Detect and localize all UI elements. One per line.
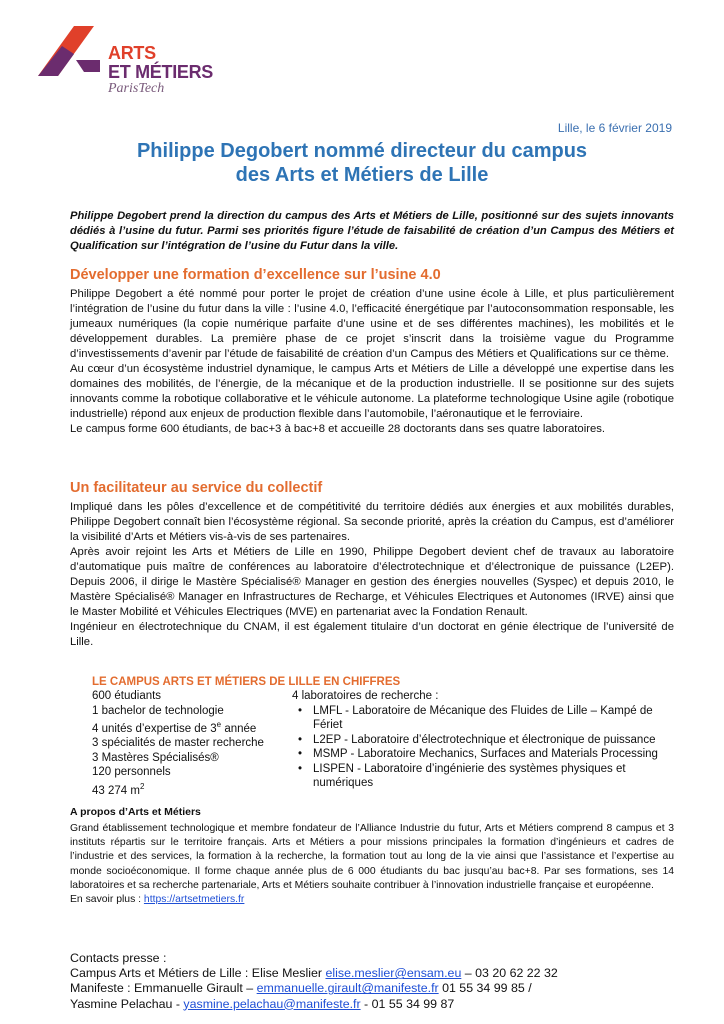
- about-more: [70, 893, 674, 907]
- section-2-paragraph: Impliqué dans les pôles d’excellence et de compétitivité du territoire dédiés aux énergies et aux mobilités durables, Philippe Degobert connaît bien l’écosystème régional. Sa seconde priorité, après la création du Campus, est d’améliorer la visibilité d’Arts et Métiers vis-à-vis de ses partenaires.: [70, 501, 674, 543]
- about-heading: A propos d’Arts et Métiers: [70, 806, 201, 818]
- press-contacts: [70, 951, 558, 1012]
- key-figure-item: 120 personnels: [92, 766, 171, 779]
- lab-item: • LISPEN - Laboratoire d’ingénierie des systèmes physiques et numériques: [312, 762, 684, 791]
- website-link[interactable]: https://artsetmetiers.fr: [143, 894, 245, 906]
- key-figure-item: 4 unités d’expertise de 3e année: [92, 720, 257, 735]
- email-link[interactable]: yasmine.pelachau@manifeste.fr: [183, 996, 361, 1011]
- key-figures-title: LE CAMPUS ARTS ET MÉTIERS DE LILLE EN CHIFFRES: [92, 676, 401, 688]
- key-figure-item: 600 étudiants: [92, 690, 162, 702]
- key-figures-labs: [292, 689, 684, 791]
- section-2-body: [70, 500, 674, 650]
- intro-paragraph: Philippe Degobert prend la direction du campus des Arts et Métiers de Lille, positionné sur des sujets innovants dédiés à l’usine du futur. Parmi ses priorités figure l’étude de faisabilité de création d’un Campus des Métiers et Qualification sur l’intégration de l’usine du Futur dans la ville.: [70, 210, 674, 252]
- about-body: [70, 822, 674, 907]
- contact-line: Campus Arts et Métiers de Lille : Elise Meslier elise.meslier@ensam.eu – 03 20 62 22 32: [70, 966, 558, 981]
- section-1-paragraph: Le campus forme 600 étudiants, de bac+3 à bac+8 et accueille 28 doctorants dans ses quatre laboratoires.: [70, 423, 606, 435]
- section-1-paragraph: Philippe Degobert a été nommé pour porter le projet de création d’une usine école à Lille, et plus particulièrement l’intégration de l’usine du futur dans la ville : l’usine 4.0, l’efficacité énergétique par l’autoconsommation responsable, les jumeaux numériques (la copie numérique parfaite d’une usine et de ses différentes machines), les mobilités et le développement durables. La première phase de ce projet s’inscrit dans la troisième vague du Programme d’investissements d’avenir par l’étude de faisabilité de création d’un Campus des Métiers et Qualifications sur ce thème.: [70, 288, 674, 360]
- section-1-body: [70, 287, 674, 437]
- logo-arts-text: ARTS: [108, 43, 156, 63]
- page-title: [0, 139, 724, 187]
- lab-item: • MSMP - Laboratoire Mechanics, Surfaces and Materials Processing: [312, 747, 684, 762]
- logo-paristech-text: ParisTech: [108, 81, 165, 96]
- key-figure-item: 43 274 $m^2$: [92, 781, 145, 797]
- about-more-label: En savoir plus :: [70, 894, 144, 906]
- key-figure-item: 3 spécialités de master recherche: [92, 737, 264, 750]
- press-date: Lille, le 6 février 2019: [557, 121, 672, 135]
- contact-line: Manifeste : Emmanuelle Girault – emmanuelle.girault@manifeste.fr 01 55 34 99 85 /: [70, 981, 532, 996]
- title-line-2: des Arts et Métiers de Lille: [235, 164, 489, 186]
- key-figure-item: 3 Mastères Spécialisés®: [92, 751, 219, 764]
- section-1-paragraph: Au cœur d’un écosystème industriel dynamique, le campus Arts et Métiers de Lille a développé une expertise dans les domaines des mobilités, de l’énergie, de la mécanique et de la production industrielle. Il se positionne sur des sujets innovants comme la robotique collaborative et le véhicule autonome. La plateforme technologique Usine agile (robotique industrielle) répond aux enjeux de production flexible dans l’automobile, l’aéronautique et le ferroviaire.: [70, 363, 674, 420]
- contacts-heading: Contacts presse :: [70, 951, 167, 965]
- key-figures-left-list: [92, 689, 264, 798]
- about-text: Grand établissement technologique et membre fondateur de l’Alliance Industrie du futur, Arts et Métiers comprend 8 campus et 3 instituts répartis sur le territoire français. Arts et Métiers a pour missions principales la formation d’ingénieurs et cadres de l’industrie et des services, la formation à la recherche, la formation tout au long de la vie ainsi que l’assistance et l’expertise au monde socioéconomique. Il forme chaque année plus de 6 000 étudiants du bac jusqu’au bac+8. Par ses formations, ses 14 laboratoires et sa recherche partenariale, Arts et Métiers souhaite contribuer à l’innovation industrielle française et européenne.: [70, 823, 674, 891]
- labs-heading: 4 laboratoires de recherche :: [292, 690, 439, 702]
- logo-mark-icon: [28, 20, 108, 80]
- email-link[interactable]: elise.meslier@ensam.eu: [325, 966, 462, 981]
- email-link[interactable]: emmanuelle.girault@manifeste.fr: [256, 981, 439, 996]
- title-line-1: Philippe Degobert nommé directeur du campus: [136, 140, 588, 162]
- arts-et-metiers-logo: [28, 20, 218, 96]
- lab-item: • LMFL - Laboratoire de Mécanique des Fluides de Lille – Kampé de Fériet: [312, 704, 684, 733]
- section-2-heading: Un facilitateur au service du collectif: [70, 480, 323, 496]
- section-2-paragraph: Après avoir rejoint les Arts et Métiers de Lille en 1990, Philippe Degobert devient chef de travaux au laboratoire d’automatique puis maître de conférences au laboratoire d’électrotechnique et d’électronique de puissance (L2EP). Depuis 2006, il dirige le Mastère Spécialisé® Manager en gestion des énergies nouvelles (Syspec) et depuis 2010, le Mastère Spécialisé® Manager en Infrastructures de Recharge, et Véhicules Electriques et Autonomes (IRVE) ainsi que le Master Mobilité et Véhicules Electriques (MVE) en partenariat avec la Fondation Renault.: [70, 546, 674, 618]
- logo-metiers-text: ET MÉTIERS: [108, 62, 214, 82]
- section-1-heading: Développer une formation d’excellence sur l’usine 4.0: [70, 267, 441, 283]
- lab-item: • L2EP - Laboratoire d’électrotechnique et électronique de puissance: [312, 733, 684, 748]
- section-2-paragraph: Ingénieur en électrotechnique du CNAM, il est également titulaire d’un doctorat en génie électrique de l’université de Lille.: [70, 621, 674, 648]
- key-figure-item: 1 bachelor de technologie: [92, 704, 224, 717]
- contact-line: Yasmine Pelachau - yasmine.pelachau@manifeste.fr - 01 55 34 99 87: [70, 996, 455, 1011]
